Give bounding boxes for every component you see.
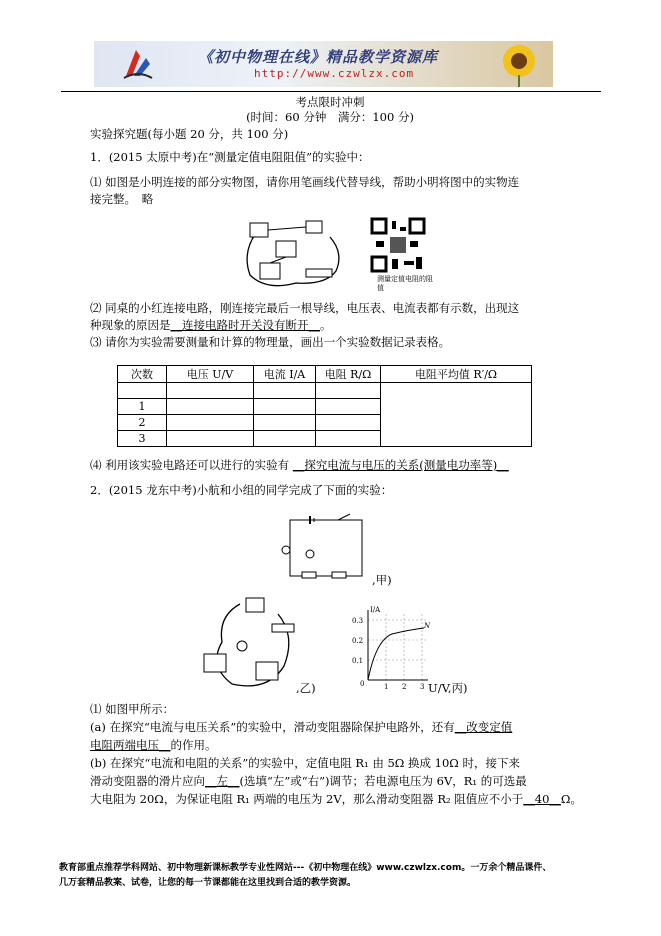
table-header-cell: 电流 I/A: [254, 366, 316, 383]
table-cell: [167, 383, 254, 399]
q2-part-b-prefix: 滑动变阻器的滑片应向: [90, 774, 205, 788]
site-banner: [94, 41, 553, 87]
q2-heading: 2．(2015 龙东中考)小航和小组的同学完成了下面的实验：: [90, 483, 393, 497]
graph-ytick: 0.3: [352, 617, 364, 625]
graph-ytick: 0.2: [352, 637, 364, 645]
table-cell: [316, 415, 381, 431]
circuit-schematic-jia: [280, 512, 372, 584]
banner-title: 《初中物理在线》精品教学资源库: [198, 48, 439, 66]
q2-part-b-line1: (b) 在探究“电流和电阻的关系”的实验中，定值电阻 R₁ 由 5Ω 换成 10Ω 时，接下来: [90, 756, 520, 770]
table-cell: [254, 415, 316, 431]
q2-part-a-line2: [90, 737, 217, 753]
figure-bing-label: U/V,丙): [428, 681, 468, 695]
section-title: 实验探究题(每小题 20 分，共 100 分): [90, 127, 289, 141]
q1-part4-answer: __探究电流与电压的关系(测量电功率等)__: [292, 458, 509, 472]
table-cell: [316, 399, 381, 415]
q1-heading: 1．(2015 太原中考)在“测量定值电阻阻值”的实验中：: [90, 150, 370, 164]
q2-part-b-answer: __左__: [205, 774, 240, 788]
q2-part1-text: ⑴ 如图甲所示：: [90, 702, 175, 716]
q2-part-a-answer: __改变定值: [454, 720, 513, 734]
q1-part1-text: ⑴ 如图是小明连接的部分实物图，请你用笔画线代替导线，帮助小明将图中的实物连: [90, 175, 520, 189]
table-cell: [381, 383, 532, 447]
circuit-diagram-figure: [236, 213, 346, 291]
q2-part-a-line1: [90, 719, 512, 735]
graph-ytick: 0.1: [352, 657, 364, 665]
circuit-diagram-yi: [198, 596, 300, 696]
table-cell: [167, 399, 254, 415]
table-row: [118, 383, 532, 399]
table-cell: [118, 383, 167, 399]
graph-curve-label: N: [424, 622, 430, 630]
q1-part1-text-cont: 接完整。 略: [90, 192, 154, 206]
qr-code-icon[interactable]: [370, 217, 426, 273]
table-header-cell: 次数: [118, 366, 167, 383]
table-cell: [167, 431, 254, 447]
graph-ytick: 0: [360, 680, 365, 688]
q1-part2-answer: __连接电路时开关没有断开__: [170, 318, 320, 332]
exam-meta: (时间：60 分钟 满分：100 分): [246, 110, 414, 124]
q2-part-b3-suffix: Ω。: [560, 792, 582, 806]
q1-part2-answer-line: [90, 317, 332, 333]
q1-part4-line: [90, 457, 509, 473]
iu-graph-bing: [348, 604, 430, 690]
banner-url[interactable]: http://www.czwlzx.com: [254, 67, 415, 80]
table-cell: 3: [118, 431, 167, 447]
figure-jia-label: ,甲): [372, 573, 392, 587]
table-cell: [316, 383, 381, 399]
q2-part-b3-answer: __40__: [523, 792, 561, 806]
q1-part2-text: ⑵ 同桌的小红连接电路，刚连接完最后一根导线，电压表、电流表都有示数，出现这: [90, 301, 520, 315]
table-cell: 1: [118, 399, 167, 415]
sunflower-image: [489, 41, 549, 87]
q2-part-b-line3: [90, 791, 582, 807]
table-cell: [254, 399, 316, 415]
table-cell: [316, 431, 381, 447]
site-logo-icon: [120, 46, 156, 82]
footer-line: 教育部重点推荐学科网站、初中物理新课标教学专业性网站---《初中物理在线》www.czwlzx.com。一万余个精品课件、: [59, 863, 552, 873]
table-header-cell: 电压 U/V: [167, 366, 254, 383]
page-title: 考点限时冲刺: [295, 95, 365, 109]
q1-part2-prefix: 种现象的原因是: [90, 318, 171, 332]
q2-part-a-suffix: 的作用。: [170, 738, 217, 752]
footer-line: 几万套精品教案、试卷，让您的每一节课都能在这里找到合适的教学资源。: [59, 878, 357, 888]
graph-xtick: 1: [384, 683, 389, 690]
table-cell: 2: [118, 415, 167, 431]
header-rule: [61, 91, 601, 92]
table-cell: [254, 383, 316, 399]
graph-xtick: 3: [420, 683, 425, 690]
q2-part-b3-prefix: 大电阻为 20Ω，为保证电阻 R₁ 两端的电压为 2V，那么滑动变阻器 R₂ 阻值应不小于: [90, 792, 524, 806]
q2-part-b-suffix: (选填“左”或“右”)调节；若电源电压为 6V，R₁ 的可选最: [239, 774, 527, 788]
figure-yi-label: ,乙): [296, 681, 316, 695]
q2-part-a-answer-cont: 电阻两端电压__: [90, 738, 171, 752]
table-header-cell: 电阻平均值 R′/Ω: [381, 366, 532, 383]
qr-caption: 测量定值电阻的阻值: [377, 275, 433, 292]
data-record-table: [117, 365, 532, 447]
page-footer: [59, 861, 619, 891]
q2-part-a-prefix: (a) 在探究“电流与电压关系”的实验中，滑动变阻器除保护电路外，还有: [90, 720, 455, 734]
graph-xtick: 2: [402, 683, 407, 690]
table-cell: [254, 431, 316, 447]
table-header-row: [118, 366, 532, 383]
table-cell: [167, 415, 254, 431]
table-header-cell: 电阻 R/Ω: [316, 366, 381, 383]
q2-part-b-line2: [90, 773, 527, 789]
q1-part3-text: ⑶ 请你为实验需要测量和计算的物理量，画出一个实验数据记录表格。: [90, 335, 451, 349]
q1-part4-prefix: ⑷ 利用该实验电路还可以进行的实验有: [90, 458, 293, 472]
q1-part2-suffix: 。: [320, 318, 332, 332]
graph-ylabel: I/A: [370, 606, 381, 614]
